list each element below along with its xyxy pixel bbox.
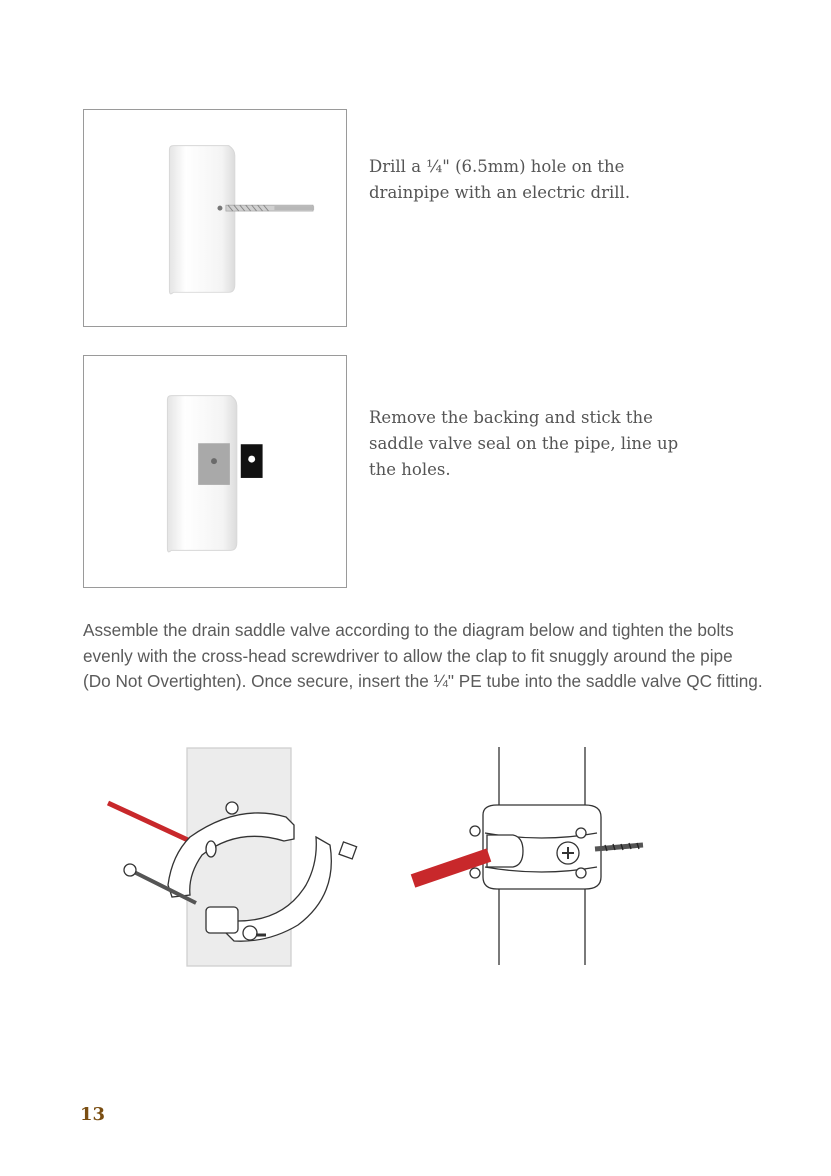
bottom-nut — [243, 926, 257, 940]
assembly-instructions: Assemble the drain saddle valve according to the diagram below and tighten the bolts evenly with the cross-head screwdriver to allow the clap to fit snuggly around the pipe (Do Not Overtighten). Once secure, insert the ¼" PE tube into the saddle valve QC fitting. — [83, 620, 763, 691]
step-1-text: Drill a ¼" (6.5mm) hole on the drainpipe with an electric drill. — [369, 157, 631, 202]
bolt-end — [595, 845, 643, 849]
seal-pipe-illustration — [84, 356, 346, 587]
pe-tube — [108, 803, 190, 841]
saddle-valve-assembled-diagram — [405, 745, 660, 967]
step-2-text: Remove the backing and stick the saddle valve seal on the pipe, line up the holes. — [369, 408, 679, 479]
drill-hole — [217, 206, 222, 211]
seal-hole — [211, 458, 217, 464]
step-2-illustration-frame — [83, 355, 347, 588]
drainpipe — [169, 146, 234, 294]
top-nut — [226, 802, 238, 814]
right-screw — [576, 828, 586, 838]
qc-fitting — [487, 835, 523, 867]
saddle-valve-exploded-diagram — [98, 745, 368, 967]
seal-on-pipe — [198, 443, 230, 485]
step-1-illustration-frame — [83, 109, 347, 327]
side-nut — [339, 842, 357, 859]
drill-bit — [226, 205, 314, 211]
drill-pipe-illustration — [84, 110, 346, 326]
clamp-tab — [206, 907, 238, 933]
page-number: 13 — [80, 1104, 106, 1125]
left-screw — [470, 826, 480, 836]
